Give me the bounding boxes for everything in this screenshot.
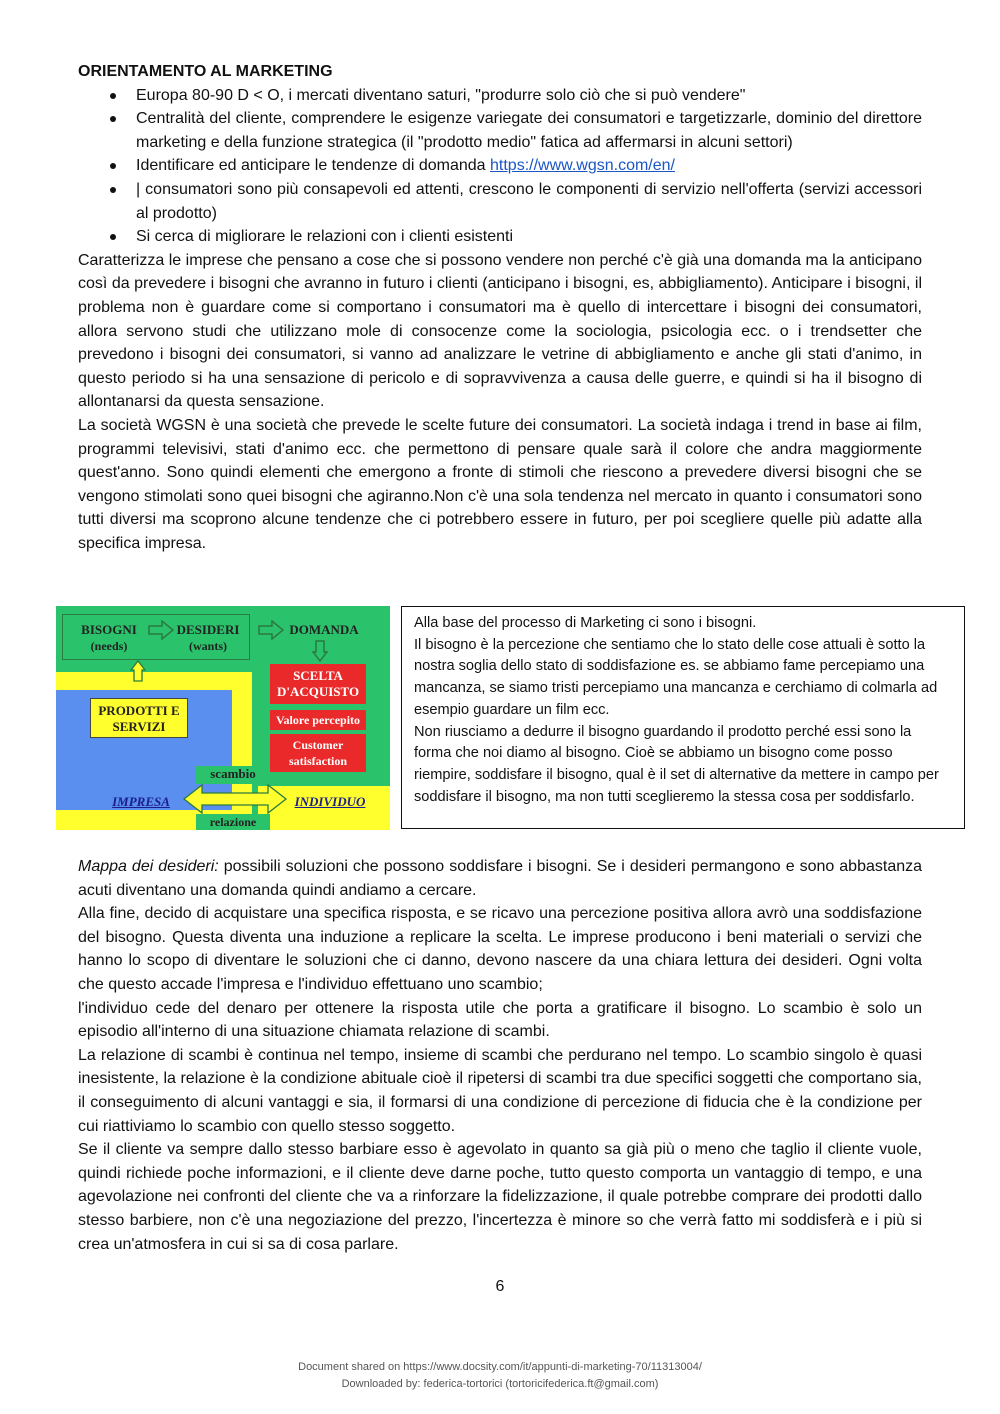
textbox-paragraph: Il bisogno è la percezione che sentiamo che lo stato delle cose attuali è sotto la nostra soglia dello stato di soddisfazione es. se abbiamo fame percepiamo una mancanza, se siamo tristi percepiamo una mancanza e cerchiamo di colmarla ad esempio guardare un film ecc. xyxy=(414,636,938,718)
top-section xyxy=(78,60,922,555)
bisogni-label: BISOGNI (needs) xyxy=(81,622,137,653)
textbox-paragraph: Non riusciamo a dedurre il bisogno guardando il prodotto perché essi sono la forma che noi diamo al bisogno. Cioè se abbiamo un bisogno come posso riempire, soddisfare il bisogno, qual è il set di alternative da mettere in campo per soddisfare il bisogno, ma non tutti sceglieremo la stessa cosa per soddisfarlo. xyxy=(414,723,939,805)
textbox-paragraph: Alla base del processo di Marketing ci sono i bisogni. xyxy=(414,615,757,631)
double-arrow-icon xyxy=(182,782,288,816)
individuo-label: INDIVIDUO xyxy=(294,794,366,809)
arrow-right-icon xyxy=(258,620,284,640)
bullet-item: | consumatori sono più consapevoli ed attenti, crescono le componenti di servizio nell'offerta (servizi accessori al prodotto) xyxy=(136,178,922,225)
scambio-label: scambio xyxy=(196,766,270,784)
mappa-text: possibili soluzioni che possono soddisfare i bisogni. Se i desideri permangono e sono abbastanza acuti diventano una domanda quindi andiamo a cercare. xyxy=(78,858,923,899)
section-title: ORIENTAMENTO AL MARKETING xyxy=(78,63,333,80)
arrow-down-icon xyxy=(312,640,328,662)
scelta-box: SCELTA D'ACQUISTO xyxy=(270,664,366,704)
wgsn-link[interactable]: https://www.wgsn.com/en/ xyxy=(490,157,675,175)
paragraph: Alla fine, decido di acquistare una specifica risposta, e se ricavo una percezione positiva allora avrò una soddisfazione del bisogno. Questa diventa una induzione a replicare la scelta. Le imprese producono i beni materiali o servizi che hanno lo scopo di diventare le soluzioni che ci danno, devono nascere da una chiara lettura dei desideri. Ogni volta che questo accade l'impresa e l'individuo effettuano uno scambio; xyxy=(78,905,922,993)
needs-textbox xyxy=(401,606,965,829)
customer-box: Customer satisfaction xyxy=(270,734,366,772)
paragraph: La relazione di scambi è continua nel tempo, insieme di scambi che perdurano nel tempo. Lo scambio singolo è quasi inesistente, la relazione è la condizione abituale cioè il ripetersi di scambi tra due specifici soggetti che comportano sia, il conseguimento di alcuni vantaggi e sia, il formarsi di una condizione di percezione di fiducia che è la condizione per cui riattiviamo lo scambio con quello stesso soggetto. xyxy=(78,1046,922,1135)
bullet-item xyxy=(136,154,922,178)
page-number: 6 xyxy=(495,1278,505,1295)
impresa-label: IMPRESA xyxy=(112,794,170,809)
bullet-item: Europa 80-90 D < O, i mercati diventano saturi, "produrre solo ciò che si può vendere" xyxy=(136,84,922,108)
prodotti-box: PRODOTTI E SERVIZI xyxy=(90,698,188,738)
desideri-label: DESIDERI (wants) xyxy=(176,622,240,653)
paragraph: Caratterizza le imprese che pensano a cose che si possono vendere non perché c'è già una domanda ma la anticipano così da prevedere i bisogni che avranno in futuro i clienti (anticipano i bisogni, es, abbigliamento). Anticipare i bisogni, il problema non è guardare come si comportano i consumatori ma è quello di intercettare i bisogni dei consumatori, allora servono studi che utilizzano mole di consocenze come la sociologia, psicologia ecc. o i trendsetter che prevedono i bisogni dei consumatori, si vanno ad analizzare le vetrine di abbigliamento e anche gli stati d'animo, in questo periodo si ha una sensazione di pericolo e di sopravvivenza a causa delle guerre, e quindi si ha il bisogno di allontanarsi da questa sensazione. xyxy=(78,251,922,411)
mappa-label: Mappa dei desideri: xyxy=(78,858,219,875)
paragraph: Se il cliente va sempre dallo stesso barbiare esso è agevolato in quanto sa già più o meno che taglio il cliente vuole, quindi richiede poche informazioni, e il cliente deve darne poche, tutto questo comporta un vantaggio di tempo, e una agevolazione nei confronti del cliente che va a rinforzare la fidelizzazione, il quale potrebbe comprare dei prodotti dallo stesso barbiere, non c'è una negoziazione del prezzo, l'incertezza è minore so che verrà fatto mi soddisferà e i più si crea un'atmosfera in cui si sa di cosa parlare. xyxy=(78,1141,922,1253)
bullet-list xyxy=(78,84,922,249)
bullet-item: Centralità del cliente, comprendere le esigenze variegate dei consumatori e targetizzarle, dominio del direttore marketing e della funzione strategica (il "prodotto medio" fatica ad affermarsi in alcuni settori) xyxy=(136,107,922,154)
paragraph: l'individuo cede del denaro per ottenere la risposta utile che porta a gratificare il bisogno. Lo scambio è solo un episodio all'interno di una situazione chiamata relazione di scambi. xyxy=(78,999,922,1041)
marketing-process-diagram xyxy=(56,606,390,830)
footer-shared: Document shared on https://www.docsity.com/it/appunti-di-marketing-70/11313004/ xyxy=(298,1361,702,1373)
domanda-label: DOMANDA xyxy=(289,622,359,637)
mappa-paragraph xyxy=(78,855,922,902)
bottom-section xyxy=(78,855,922,1256)
bullet-item: Si cerca di migliorare le relazioni con i clienti esistenti xyxy=(136,225,922,249)
relazione-label: relazione xyxy=(196,814,270,830)
valore-box: Valore percepito xyxy=(270,710,366,730)
paragraph: La società WGSN è una società che prevede le scelte future dei consumatori. La società indaga i trend in base ai film, programmi televisivi, stati d'animo ecc. che permettono di pensare quale sarà il colore che andra maggiormente quest'anno. Sono quindi elementi che emergono a fronte di stimoli che riescono a prevedere diversi bisogni che se vengono stimolati sono quei bisogni che agiranno.Non c'è una sola tendenza nel mercato in quanto i consumatori sono tutti diversi ma scoprono alcune tendenze che ci potrebbero essere in futuro, per poi scegliere quelle più adatte alla specifica impresa. xyxy=(78,416,922,552)
footer-downloaded: Downloaded by: federica-tortorici (tortoricifederica.ft@gmail.com) xyxy=(341,1378,659,1390)
bullet-text: Identificare ed anticipare le tendenze di domanda xyxy=(136,157,491,175)
arrow-up-icon xyxy=(130,660,146,682)
